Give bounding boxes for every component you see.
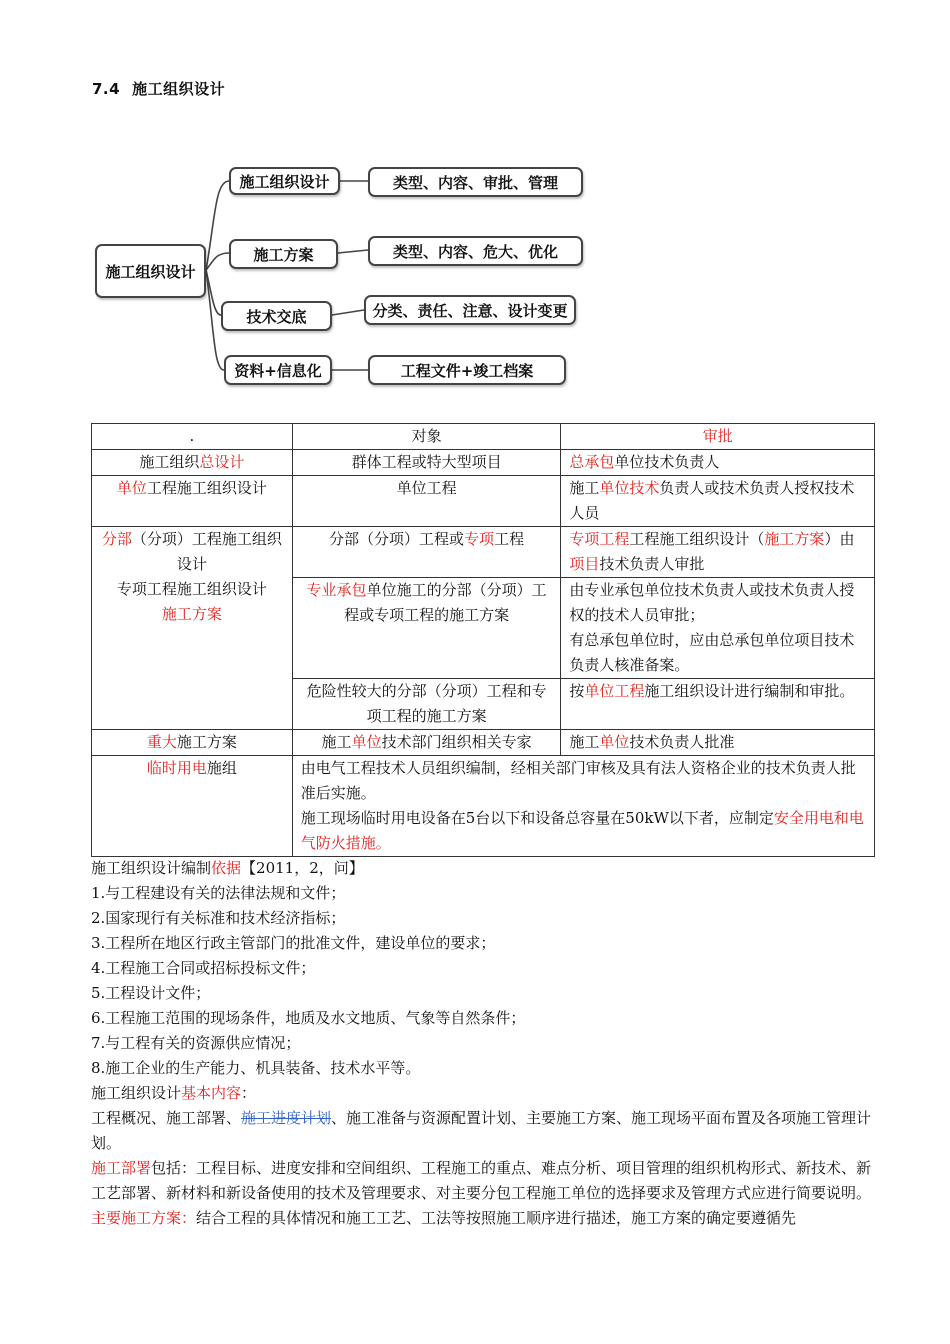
table-cell: 分部（分项）工程或专项工程 — [292, 527, 561, 578]
content-heading: 施工组织设计基本内容： — [91, 1084, 257, 1102]
list-item: 7.与工程有关的资源供应情况； — [91, 1034, 301, 1052]
table-cell: 群体工程或特大型项目 — [292, 450, 561, 476]
mind-map-root: 施工组织设计 — [95, 244, 206, 298]
table-row — [92, 756, 875, 857]
table-cell: 由专业承包单位技术负责人或技术负责人授权的技术人员审批； 有总承包单位时，应由总承包单位项目技术负责人核准备案。 — [561, 578, 875, 679]
table-cell: 重大施工方案 — [92, 730, 293, 756]
table-cell: 总承包单位技术负责人 — [561, 450, 875, 476]
table-cell: 单位工程 — [292, 476, 561, 527]
table-cell: 危险性较大的分部（分项）工程和专项工程的施工方案 — [292, 679, 561, 730]
leaf-types-content-approval: 类型、内容、审批、管理 — [368, 167, 583, 197]
list-item: 8.施工企业的生产能力、机具装备、技术水平等。 — [91, 1059, 421, 1077]
leaf-types-content-danger: 类型、内容、危大、优化 — [368, 236, 583, 266]
table-cell: 施工单位技术负责人或技术负责人授权技术人员 — [561, 476, 875, 527]
basis-heading: 施工组织设计编制依据【2011，2，问】 — [91, 859, 364, 877]
table-header-row — [92, 424, 875, 450]
list-item: 5.工程设计文件； — [91, 984, 211, 1002]
table-cell: 专项工程工程施工组织设计（施工方案）由项目技术负责人审批 — [561, 527, 875, 578]
leaf-files-archives: 工程文件+竣工档案 — [368, 355, 566, 385]
table-cell: 施工单位技术负责人批准 — [561, 730, 875, 756]
table-cell: 施工组织总设计 — [92, 450, 293, 476]
content-paragraph: 工程概况、施工部署、施工进度计划、施工准备与资源配置计划、主要施工方案、施工现场平面布置及各项施工管理计划。 — [91, 1109, 872, 1152]
list-item: 2.国家现行有关标准和技术经济指标； — [91, 909, 346, 927]
section-heading — [92, 78, 225, 99]
table-row — [92, 730, 875, 756]
table-cell: 分部（分项）工程施工组织设计 专项工程施工组织设计 施工方案 — [92, 527, 293, 730]
table-cell: 临时用电施组 — [92, 756, 293, 857]
deployment-paragraph: 施工部署包括：工程目标、进度安排和空间组织、工程施工的重点、难点分析、项目管理的组织机构形式、新技术、新工艺部署、新材料和新设备使用的技术及管理要求、对主要分包工程施工单位的选择要求及管理方式应进行简要说明。 — [91, 1159, 872, 1202]
header-cell-approval: 审批 — [561, 424, 875, 450]
leaf-classification-duty: 分类、责任、注意、设计变更 — [364, 295, 576, 325]
table-row — [92, 476, 875, 527]
table-row — [92, 527, 875, 578]
list-item: 6.工程施工范围的现场条件，地质及水文地质、气象等自然条件； — [91, 1009, 526, 1027]
branch-construction-org-design: 施工组织设计 — [229, 167, 340, 195]
list-item: 4.工程施工合同或招标投标文件； — [91, 959, 316, 977]
header-cell-object: 对象 — [292, 424, 561, 450]
table-cell: 专业承包单位施工的分部（分项）工程或专项工程的施工方案 — [292, 578, 561, 679]
table-cell: 按单位工程施工组织设计进行编制和审批。 — [561, 679, 875, 730]
table-cell: 由电气工程技术人员组织编制，经相关部门审核及具有法人资格企业的技术负责人批准后实施。 施工现场临时用电设备在5台以下和设备总容量在50kW以下者，应制定安全用电和电气防火措施。 — [292, 756, 874, 857]
section-number: 7.4 — [92, 80, 121, 98]
header-cell: . — [92, 424, 293, 450]
list-item: 3.工程所在地区行政主管部门的批准文件，建设单位的要求； — [91, 934, 496, 952]
main-plan-paragraph: 主要施工方案：结合工程的具体情况和施工工艺、工法等按照施工顺序进行描述，施工方案的确定要遵循先 — [91, 1209, 797, 1227]
branch-documents-info: 资料+信息化 — [224, 355, 332, 385]
approval-table — [91, 423, 875, 857]
branch-construction-plan: 施工方案 — [229, 239, 338, 269]
list-item: 1.与工程建设有关的法律法规和文件； — [91, 884, 346, 902]
table-cell: 施工单位技术部门组织相关专家 — [292, 730, 561, 756]
mind-map — [0, 150, 950, 400]
section-title: 施工组织设计 — [132, 80, 226, 98]
branch-technical-briefing: 技术交底 — [221, 301, 332, 331]
table-row — [92, 450, 875, 476]
table-cell: 单位工程施工组织设计 — [92, 476, 293, 527]
body-text — [91, 856, 881, 1231]
